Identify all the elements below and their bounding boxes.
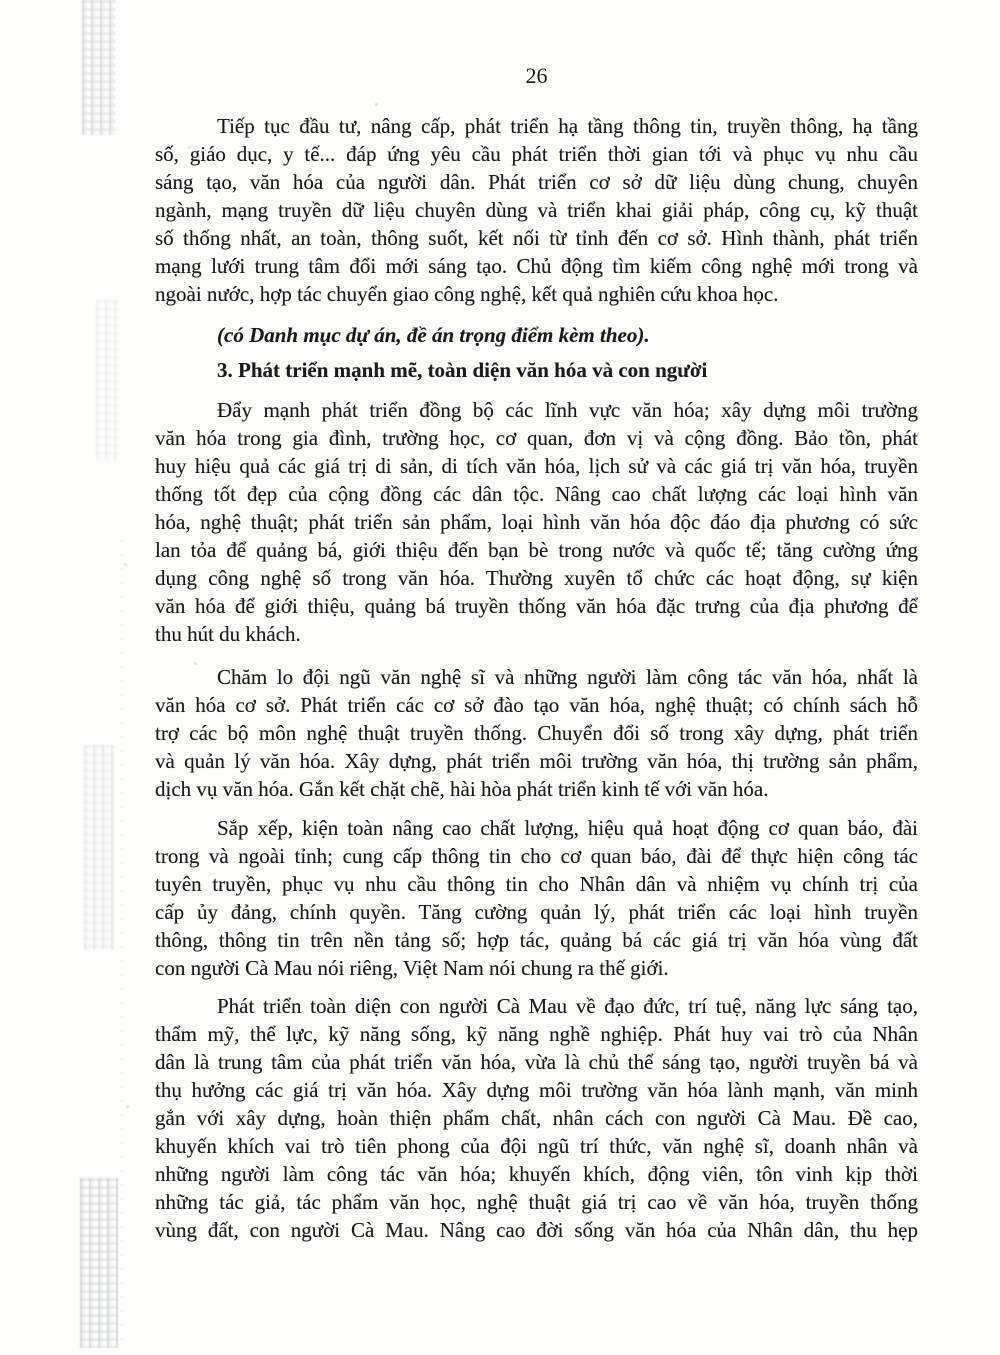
text-line: sáng tạo, văn hóa của người dân. Phát triển cơ sở dữ liệu dùng chung, chuyên [155, 170, 918, 194]
page-body-text [155, 112, 918, 1244]
text-line: tuyên truyền, phục vụ nhu cầu thông tin cho Nhân dân và nhiệm vụ chính trị của [155, 872, 918, 896]
text-line: hóa, nghệ thuật; phát triển sản phẩm, loại hình văn hóa độc đáo địa phương có sức [155, 510, 918, 534]
text-line: Đẩy mạnh phát triển đồng bộ các lĩnh vực văn hóa; xây dựng môi trường [217, 398, 918, 422]
paragraph [155, 814, 918, 982]
paragraph [155, 663, 918, 803]
text-line: con người Cà Mau nói riêng, Việt Nam nói chung ra thế giới. [155, 956, 669, 980]
text-line: thống tốt đẹp của cộng đồng các dân tộc. Nâng cao chất lượng các loại hình văn [155, 482, 918, 506]
scan-speckle [126, 1105, 129, 1108]
text-line: và quản lý văn hóa. Xây dựng, phát triển môi trường văn hóa, thị trường sản phẩm, [155, 749, 918, 773]
text-line: lan tỏa để quảng bá, giới thiệu đến bạn bè trong nước và quốc tế; tăng cường ứng [155, 538, 918, 562]
text-line: văn hóa trong gia đình, trường học, cơ quan, đơn vị và cộng đồng. Bảo tồn, phát [155, 426, 918, 450]
text-line: Phát triển toàn diện con người Cà Mau về đạo đức, trí tuệ, năng lực sáng tạo, [217, 994, 918, 1018]
paragraph [155, 112, 918, 308]
paragraph [155, 396, 918, 648]
scan-speckle [375, 103, 378, 106]
text-line: số, giáo dục, y tế... đáp ứng yêu cầu phát triển thời gian tới và phục vụ nhu cầu [155, 142, 918, 166]
text-line: dân là trung tâm của phát triển văn hóa, vừa là chủ thể sáng tạo, người truyền bá và [155, 1050, 918, 1074]
scan-artifact-strip [80, 1178, 118, 1348]
text-line: số thống nhất, an toàn, thông suốt, kết nối từ tỉnh đến cơ sở. Hình thành, phát triển [155, 226, 918, 250]
text-line: Tiếp tục đầu tư, nâng cấp, phát triển hạ tầng thông tin, truyền thông, hạ tầng [217, 114, 918, 138]
project-list-note: (có Danh mục dự án, đề án trọng điểm kèm theo). [217, 323, 650, 347]
text-line: Sắp xếp, kiện toàn nâng cao chất lượng, hiệu quả hoạt động cơ quan báo, đài [217, 816, 918, 840]
section-heading: 3. Phát triển mạnh mẽ, toàn diện văn hóa và con người [217, 358, 708, 382]
scan-speckle [124, 563, 127, 566]
text-line: Chăm lo đội ngũ văn nghệ sĩ và những người làm công tác văn hóa, nhất là [217, 665, 918, 689]
text-line: cấp ủy đảng, chính quyền. Tăng cường quản lý, phát triển các loại hình truyền [155, 900, 918, 924]
text-line: thẩm mỹ, thể lực, kỹ năng sống, kỹ năng nghề nghiệp. Phát huy vai trò của Nhân [155, 1022, 918, 1046]
text-line: trợ các bộ môn nghệ thuật truyền thống. Chuyển đổi số trong xây dựng, phát triển [155, 721, 918, 745]
scan-artifact-strip [84, 745, 114, 950]
text-line: khuyến khích vai trò tiên phong của đội ngũ trí thức, văn nghệ sĩ, doanh nhân và [155, 1134, 918, 1158]
text-line: ngoài nước, hợp tác chuyển giao công nghệ, kết quả nghiên cứu khoa học. [155, 282, 779, 306]
paragraph [155, 992, 918, 1244]
text-line: thụ hưởng các giá trị văn hóa. Xây dựng môi trường văn hóa lành mạnh, văn minh [155, 1078, 918, 1102]
text-line: văn hóa để giới thiệu, quảng bá truyền thống văn hóa đặc trưng của địa phương để [155, 594, 918, 618]
text-line: thông, thông tin trên nền tảng số; hợp tác, quảng bá các giá trị văn hóa vùng đất [155, 928, 918, 952]
text-line: vùng đất, con người Cà Mau. Nâng cao đời sống văn hóa của Nhân dân, thu hẹp [155, 1218, 918, 1242]
text-line: huy hiệu quả các giá trị di sản, di tích văn hóa, lịch sử và các giá trị văn hóa, truyền [155, 454, 918, 478]
text-line: thu hút du khách. [155, 622, 301, 646]
text-line: gắn với xây dựng, hoàn thiện phẩm chất, nhân cách con người Cà Mau. Đề cao, [155, 1106, 918, 1130]
page-number: 26 [525, 63, 548, 88]
scan-artifact-strip [82, 0, 116, 135]
text-line: những tác giả, tác phẩm văn học, nghệ thuật giá trị cao về văn hóa, truyền thống [155, 1190, 918, 1214]
text-line: dịch vụ văn hóa. Gắn kết chặt chẽ, hài hòa phát triển kinh tế với văn hóa. [155, 777, 769, 801]
text-line: mạng lưới trung tâm đổi mới sáng tạo. Chủ động tìm kiếm công nghệ mới trong và [155, 254, 918, 278]
text-line: trong và ngoài tỉnh; cung cấp thông tin cho cơ quan báo, đài để thực hiện công tác [155, 844, 918, 868]
text-line: ngành, mạng truyền dữ liệu chuyên dùng và triển khai giải pháp, công cụ, kỹ thuật [155, 198, 918, 222]
scan-artifact-dotted-line [121, 540, 123, 1340]
text-line: những người làm công tác văn hóa; khuyến khích, động viên, tôn vinh kịp thời [155, 1162, 918, 1186]
text-line: văn hóa cơ sở. Phát triển các cơ sở đào tạo văn hóa, nghệ thuật; có chính sách hỗ [155, 693, 918, 717]
scan-artifact-strip [96, 300, 118, 460]
text-line: dụng công nghệ số trong văn hóa. Thường xuyên tổ chức các hoạt động, sự kiện [155, 566, 918, 590]
